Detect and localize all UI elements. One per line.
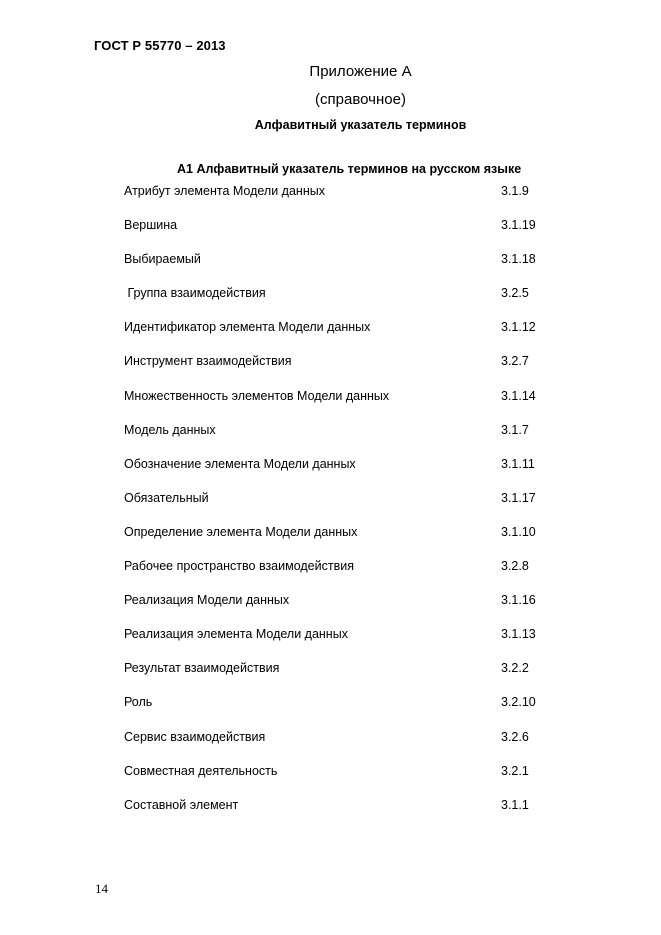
- term-name: Выбираемый: [124, 252, 201, 267]
- term-name: Вершина: [124, 218, 178, 233]
- index-title: Алфавитный указатель терминов: [254, 118, 467, 132]
- term-name: Реализация Модели данных: [124, 593, 290, 608]
- term-name: Результат взаимодействия: [124, 661, 280, 676]
- term-name: Обозначение элемента Модели данных: [124, 456, 356, 471]
- term-row: [0, 798, 661, 832]
- term-row: [0, 730, 661, 764]
- term-row: [0, 389, 661, 423]
- term-row: [0, 525, 661, 559]
- term-reference: 3.1.14: [501, 388, 536, 403]
- term-row: [0, 695, 661, 729]
- term-reference: 3.2.6: [501, 729, 529, 744]
- term-reference: 3.2.8: [501, 559, 529, 574]
- annex-title: Приложение А: [309, 63, 412, 80]
- term-row: [0, 764, 661, 798]
- term-reference: 3.1.10: [501, 524, 536, 539]
- standard-header: ГОСТ Р 55770 – 2013: [94, 38, 226, 53]
- term-name: Идентификатор элемента Модели данных: [124, 320, 371, 335]
- term-row: [0, 286, 661, 320]
- term-reference: 3.1.16: [501, 593, 536, 608]
- term-name: Роль: [124, 695, 153, 710]
- term-name: Совместная деятельность: [124, 763, 278, 778]
- term-row: [0, 559, 661, 593]
- term-row: [0, 661, 661, 695]
- annex-kind: (справочное): [315, 91, 406, 108]
- term-reference: 3.1.19: [501, 218, 536, 233]
- term-reference: 3.1.11: [501, 456, 535, 471]
- term-row: [0, 252, 661, 286]
- term-row: [0, 354, 661, 388]
- term-name: Определение элемента Модели данных: [124, 524, 358, 539]
- term-row: [0, 320, 661, 354]
- term-row: [0, 184, 661, 218]
- term-name: Обязательный: [124, 490, 209, 505]
- term-reference: 3.2.2: [501, 661, 529, 676]
- term-reference: 3.1.9: [501, 184, 529, 198]
- term-name: Инструмент взаимодействия: [124, 354, 292, 369]
- term-name: Группа взаимодействия: [124, 286, 266, 301]
- term-row: [0, 593, 661, 627]
- term-reference: 3.1.13: [501, 627, 536, 642]
- term-reference: 3.1.18: [501, 252, 536, 267]
- term-reference: 3.2.10: [501, 695, 536, 710]
- term-name: Сервис взаимодействия: [124, 729, 266, 744]
- term-name: Реализация элемента Модели данных: [124, 627, 348, 642]
- term-row: [0, 423, 661, 457]
- term-reference: 3.1.1: [501, 797, 529, 812]
- term-name: Модель данных: [124, 422, 216, 437]
- term-reference: 3.1.12: [501, 320, 536, 335]
- term-row: [0, 627, 661, 661]
- term-row: [0, 457, 661, 491]
- term-name: Составной элемент: [124, 797, 239, 812]
- term-name: Рабочее пространство взаимодействия: [124, 559, 354, 574]
- term-row: [0, 218, 661, 252]
- term-reference: 3.1.17: [501, 490, 536, 505]
- term-reference: 3.2.1: [501, 763, 529, 778]
- term-name: Атрибут элемента Модели данных: [124, 184, 325, 198]
- term-reference: 3.2.7: [501, 354, 529, 369]
- term-index-list: [0, 184, 661, 832]
- term-reference: 3.1.7: [501, 422, 529, 437]
- term-name: Множественность элементов Модели данных: [124, 388, 390, 403]
- term-row: [0, 491, 661, 525]
- term-reference: 3.2.5: [501, 286, 529, 301]
- section-title: А1 Алфавитный указатель терминов на русском языке: [177, 162, 522, 176]
- page-number: 14: [95, 881, 108, 896]
